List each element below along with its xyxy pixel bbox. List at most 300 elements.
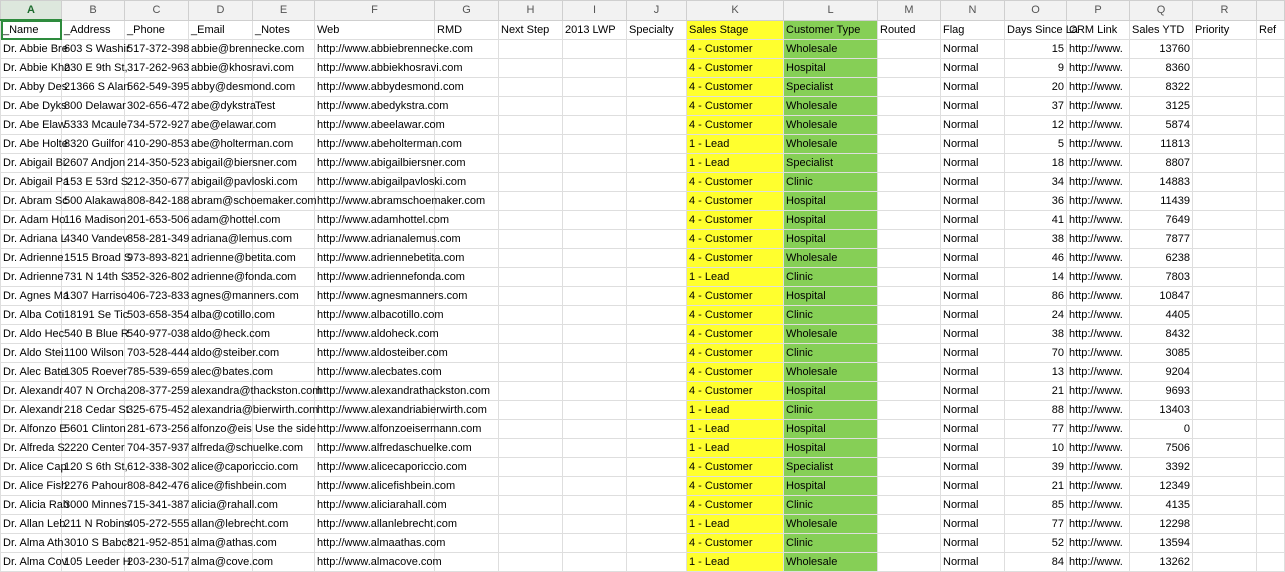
table-cell[interactable]: 10 [1005, 439, 1067, 458]
table-cell[interactable]: 13594 [1130, 534, 1193, 553]
table-cell[interactable] [1257, 59, 1285, 78]
table-cell[interactable] [878, 192, 941, 211]
table-cell[interactable] [1257, 420, 1285, 439]
table-cell[interactable]: http://www.abbiekhosravi.com [315, 59, 435, 78]
table-cell[interactable]: http://www. [1067, 173, 1130, 192]
table-cell[interactable] [627, 420, 687, 439]
table-cell[interactable]: Normal [941, 382, 1005, 401]
table-cell[interactable] [627, 249, 687, 268]
header-cell[interactable]: Flag [941, 20, 1005, 40]
table-cell[interactable]: alice@caporiccio.com [189, 458, 253, 477]
table-cell[interactable]: 39 [1005, 458, 1067, 477]
table-cell[interactable]: Dr. Abe Holte [1, 135, 62, 154]
table-cell[interactable]: 211 N Robins [62, 515, 125, 534]
table-cell[interactable] [1257, 553, 1285, 572]
table-cell[interactable]: 116 Madison [62, 211, 125, 230]
table-cell[interactable]: 4 - Customer [687, 382, 784, 401]
table-cell[interactable]: alexandra@thackston.com [189, 382, 253, 401]
table-cell[interactable]: 20 [1005, 78, 1067, 97]
table-cell[interactable]: 9 [1005, 59, 1067, 78]
table-cell[interactable] [499, 287, 563, 306]
table-cell[interactable]: 858-281-349 [125, 230, 189, 249]
table-cell[interactable]: 4 - Customer [687, 78, 784, 97]
column-header-q[interactable]: Q [1130, 1, 1193, 21]
table-cell[interactable]: adriana@lemus.com [189, 230, 253, 249]
table-cell[interactable]: 4340 Vandev [62, 230, 125, 249]
table-cell[interactable] [627, 97, 687, 116]
table-cell[interactable]: 1 - Lead [687, 135, 784, 154]
table-cell[interactable]: http://www.abbiebrennecke.com [315, 40, 435, 59]
table-cell[interactable]: http://www.alecbates.com [315, 363, 435, 382]
table-cell[interactable]: Wholesale [784, 116, 878, 135]
table-cell[interactable] [1193, 496, 1257, 515]
table-cell[interactable] [1193, 553, 1257, 572]
table-cell[interactable] [499, 135, 563, 154]
table-cell[interactable] [499, 553, 563, 572]
table-cell[interactable] [1257, 458, 1285, 477]
table-cell[interactable] [563, 173, 627, 192]
table-cell[interactable]: 540 B Blue R [62, 325, 125, 344]
table-cell[interactable] [1257, 496, 1285, 515]
table-cell[interactable] [563, 78, 627, 97]
header-cell[interactable]: _Notes [253, 20, 315, 40]
table-cell[interactable]: 208-377-259 [125, 382, 189, 401]
table-cell[interactable]: 3000 Minnes [62, 496, 125, 515]
table-cell[interactable]: adrienne@betita.com [189, 249, 253, 268]
table-cell[interactable]: http://www.adriennefonda.com [315, 268, 435, 287]
table-cell[interactable]: 1 - Lead [687, 401, 784, 420]
table-cell[interactable]: 8807 [1130, 154, 1193, 173]
table-cell[interactable]: 11439 [1130, 192, 1193, 211]
table-cell[interactable]: 503-658-354 [125, 306, 189, 325]
table-cell[interactable] [1193, 287, 1257, 306]
table-cell[interactable]: 230 E 9th St, [62, 59, 125, 78]
table-cell[interactable]: Normal [941, 458, 1005, 477]
table-cell[interactable]: Wholesale [784, 40, 878, 59]
table-cell[interactable]: http://www.abigailpavloski.com [315, 173, 435, 192]
table-cell[interactable]: Normal [941, 40, 1005, 59]
table-cell[interactable] [499, 515, 563, 534]
table-cell[interactable]: alicia@rahall.com [189, 496, 253, 515]
table-cell[interactable] [878, 344, 941, 363]
table-cell[interactable] [878, 97, 941, 116]
table-cell[interactable]: 36 [1005, 192, 1067, 211]
table-cell[interactable]: http://www.aldoheck.com [315, 325, 435, 344]
table-cell[interactable]: http://www.abbydesmond.com [315, 78, 435, 97]
table-cell[interactable] [563, 135, 627, 154]
table-cell[interactable]: 4 - Customer [687, 97, 784, 116]
table-cell[interactable] [627, 325, 687, 344]
table-cell[interactable]: http://www. [1067, 534, 1130, 553]
table-cell[interactable] [627, 135, 687, 154]
column-header-l[interactable]: L [784, 1, 878, 21]
table-cell[interactable] [563, 401, 627, 420]
table-cell[interactable] [1193, 78, 1257, 97]
table-cell[interactable]: 562-549-395 [125, 78, 189, 97]
header-cell[interactable]: Web [315, 20, 435, 40]
table-cell[interactable]: 7877 [1130, 230, 1193, 249]
table-cell[interactable]: Normal [941, 420, 1005, 439]
table-cell[interactable]: aldo@steiber.com [189, 344, 253, 363]
table-cell[interactable] [627, 515, 687, 534]
table-cell[interactable] [499, 59, 563, 78]
table-cell[interactable] [627, 363, 687, 382]
table-cell[interactable]: 715-341-387 [125, 496, 189, 515]
table-cell[interactable] [435, 325, 499, 344]
table-cell[interactable]: http://www.agnesmanners.com [315, 287, 435, 306]
header-cell[interactable]: Priority [1193, 20, 1257, 40]
table-cell[interactable] [627, 534, 687, 553]
table-cell[interactable]: http://www. [1067, 154, 1130, 173]
table-cell[interactable]: http://www. [1067, 97, 1130, 116]
table-cell[interactable] [499, 496, 563, 515]
table-cell[interactable] [1257, 154, 1285, 173]
table-cell[interactable]: 734-572-927 [125, 116, 189, 135]
table-cell[interactable]: 5601 Clinton [62, 420, 125, 439]
table-cell[interactable] [878, 325, 941, 344]
table-cell[interactable] [627, 154, 687, 173]
table-cell[interactable] [563, 249, 627, 268]
table-cell[interactable]: 203-230-517 [125, 553, 189, 572]
table-cell[interactable]: Normal [941, 477, 1005, 496]
table-cell[interactable] [563, 268, 627, 287]
table-cell[interactable]: Test [253, 97, 315, 116]
table-cell[interactable]: 7506 [1130, 439, 1193, 458]
table-cell[interactable]: http://www. [1067, 268, 1130, 287]
table-cell[interactable]: 13403 [1130, 401, 1193, 420]
table-cell[interactable]: 603 S Washir [62, 40, 125, 59]
table-cell[interactable]: 7803 [1130, 268, 1193, 287]
table-cell[interactable]: 24 [1005, 306, 1067, 325]
table-cell[interactable]: http://www. [1067, 192, 1130, 211]
table-cell[interactable]: alma@cove.com [189, 553, 253, 572]
table-cell[interactable] [1193, 230, 1257, 249]
table-cell[interactable]: http://www. [1067, 420, 1130, 439]
table-cell[interactable] [878, 458, 941, 477]
table-cell[interactable]: 302-656-472 [125, 97, 189, 116]
table-cell[interactable] [1193, 173, 1257, 192]
header-cell[interactable]: Days Since La [1005, 20, 1067, 40]
table-cell[interactable] [563, 363, 627, 382]
table-cell[interactable] [1257, 135, 1285, 154]
table-cell[interactable]: http://www.aldosteiber.com [315, 344, 435, 363]
table-cell[interactable] [1257, 477, 1285, 496]
table-cell[interactable] [563, 515, 627, 534]
table-cell[interactable] [878, 268, 941, 287]
table-cell[interactable]: Dr. Alexandr [1, 382, 62, 401]
table-cell[interactable]: 3085 [1130, 344, 1193, 363]
table-cell[interactable]: Dr. Adrienne [1, 249, 62, 268]
table-cell[interactable] [499, 211, 563, 230]
table-cell[interactable] [1257, 306, 1285, 325]
table-cell[interactable]: abby@desmond.com [189, 78, 253, 97]
table-cell[interactable]: http://www. [1067, 363, 1130, 382]
table-cell[interactable]: 540-977-038 [125, 325, 189, 344]
table-cell[interactable]: 1 - Lead [687, 268, 784, 287]
header-cell[interactable]: _Email [189, 20, 253, 40]
table-cell[interactable]: Clinic [784, 268, 878, 287]
header-cell[interactable]: Sales Stage [687, 20, 784, 40]
table-cell[interactable]: http://www. [1067, 116, 1130, 135]
table-cell[interactable] [1193, 325, 1257, 344]
table-cell[interactable]: http://www.adriennebetita.com [315, 249, 435, 268]
table-cell[interactable] [878, 306, 941, 325]
table-cell[interactable]: Dr. Alfonzo E [1, 420, 62, 439]
table-cell[interactable]: http://www.allanlebrecht.com [315, 515, 435, 534]
table-cell[interactable]: 1 - Lead [687, 553, 784, 572]
table-cell[interactable]: 281-673-256 [125, 420, 189, 439]
table-cell[interactable]: 4 - Customer [687, 173, 784, 192]
table-cell[interactable]: Dr. Alec Bate [1, 363, 62, 382]
table-cell[interactable]: Dr. Alfreda S [1, 439, 62, 458]
table-cell[interactable]: Dr. Abbie Bre [1, 40, 62, 59]
table-cell[interactable]: http://www. [1067, 230, 1130, 249]
table-cell[interactable]: 3125 [1130, 97, 1193, 116]
column-header-c[interactable]: C [125, 1, 189, 21]
table-cell[interactable]: 8360 [1130, 59, 1193, 78]
table-cell[interactable] [499, 363, 563, 382]
table-cell[interactable]: 77 [1005, 420, 1067, 439]
table-cell[interactable]: Normal [941, 515, 1005, 534]
table-cell[interactable]: Clinic [784, 496, 878, 515]
table-cell[interactable]: Hospital [784, 230, 878, 249]
table-cell[interactable]: alfreda@schuelke.com [189, 439, 253, 458]
column-header-f[interactable]: F [315, 1, 435, 21]
table-cell[interactable]: Normal [941, 78, 1005, 97]
table-cell[interactable]: 70 [1005, 344, 1067, 363]
table-cell[interactable]: 15 [1005, 40, 1067, 59]
table-cell[interactable]: Normal [941, 534, 1005, 553]
table-cell[interactable] [1193, 515, 1257, 534]
table-cell[interactable]: 4 - Customer [687, 211, 784, 230]
table-cell[interactable] [1193, 477, 1257, 496]
table-cell[interactable] [627, 306, 687, 325]
table-cell[interactable]: Dr. Abe Dyks [1, 97, 62, 116]
table-cell[interactable]: Dr. Alice Cap [1, 458, 62, 477]
table-cell[interactable]: http://www.alfredaschuelke.com [315, 439, 435, 458]
table-cell[interactable] [1257, 363, 1285, 382]
table-cell[interactable]: 8320 Guilfor [62, 135, 125, 154]
table-cell[interactable] [878, 553, 941, 572]
table-cell[interactable]: 410-290-853 [125, 135, 189, 154]
table-cell[interactable] [878, 154, 941, 173]
table-cell[interactable] [878, 135, 941, 154]
table-cell[interactable]: Normal [941, 363, 1005, 382]
table-cell[interactable] [627, 439, 687, 458]
header-cell[interactable]: _Address [62, 20, 125, 40]
table-cell[interactable] [878, 78, 941, 97]
table-cell[interactable]: 18 [1005, 154, 1067, 173]
table-cell[interactable] [563, 477, 627, 496]
table-cell[interactable] [499, 344, 563, 363]
table-cell[interactable]: Dr. Alba Coti [1, 306, 62, 325]
table-cell[interactable]: Normal [941, 249, 1005, 268]
table-cell[interactable]: Normal [941, 287, 1005, 306]
table-cell[interactable] [1193, 401, 1257, 420]
table-cell[interactable] [878, 40, 941, 59]
table-cell[interactable]: http://www.alfonzoeisermann.com [315, 420, 435, 439]
table-cell[interactable]: Hospital [784, 59, 878, 78]
table-cell[interactable]: http://www.almaathas.com [315, 534, 435, 553]
table-cell[interactable]: Specialist [784, 154, 878, 173]
header-cell[interactable]: Customer Type [784, 20, 878, 40]
table-cell[interactable]: 1305 Roever [62, 363, 125, 382]
table-cell[interactable]: Dr. Abbie Kho [1, 59, 62, 78]
table-cell[interactable]: 1 - Lead [687, 154, 784, 173]
table-cell[interactable] [435, 363, 499, 382]
table-cell[interactable] [627, 268, 687, 287]
table-cell[interactable]: Normal [941, 401, 1005, 420]
table-cell[interactable]: http://www. [1067, 496, 1130, 515]
table-cell[interactable]: Normal [941, 325, 1005, 344]
header-cell[interactable]: Routed [878, 20, 941, 40]
column-header-n[interactable]: N [941, 1, 1005, 21]
table-cell[interactable] [563, 40, 627, 59]
table-cell[interactable]: 1 - Lead [687, 515, 784, 534]
column-header-j[interactable]: J [627, 1, 687, 21]
table-cell[interactable]: 4 - Customer [687, 534, 784, 553]
header-cell[interactable]: CRM Link [1067, 20, 1130, 40]
table-cell[interactable] [878, 420, 941, 439]
table-cell[interactable]: Dr. Agnes Ma [1, 287, 62, 306]
table-cell[interactable]: http://www.adrianalemus.com [315, 230, 435, 249]
table-cell[interactable] [499, 420, 563, 439]
table-cell[interactable]: http://www.albacotillo.com [315, 306, 435, 325]
table-cell[interactable]: abram@schoemaker.com [189, 192, 253, 211]
table-cell[interactable] [563, 306, 627, 325]
table-cell[interactable]: 4 - Customer [687, 496, 784, 515]
table-cell[interactable]: 214-350-523 [125, 154, 189, 173]
table-cell[interactable]: 4135 [1130, 496, 1193, 515]
table-cell[interactable]: 1515 Broad S [62, 249, 125, 268]
table-cell[interactable]: 808-842-188 [125, 192, 189, 211]
table-cell[interactable]: 41 [1005, 211, 1067, 230]
table-cell[interactable]: 34 [1005, 173, 1067, 192]
table-cell[interactable]: 4 - Customer [687, 40, 784, 59]
table-cell[interactable]: 85 [1005, 496, 1067, 515]
table-cell[interactable]: 2276 Pahour [62, 477, 125, 496]
column-header-a[interactable]: A [1, 1, 62, 21]
table-cell[interactable] [627, 477, 687, 496]
table-cell[interactable]: http://www.almacove.com [315, 553, 435, 572]
table-cell[interactable]: Normal [941, 553, 1005, 572]
table-cell[interactable]: 38 [1005, 230, 1067, 249]
table-cell[interactable] [1193, 116, 1257, 135]
table-cell[interactable] [499, 40, 563, 59]
table-cell[interactable]: Normal [941, 59, 1005, 78]
table-cell[interactable] [563, 344, 627, 363]
table-cell[interactable] [627, 211, 687, 230]
table-cell[interactable] [563, 382, 627, 401]
table-cell[interactable] [878, 439, 941, 458]
table-cell[interactable]: Hospital [784, 420, 878, 439]
table-cell[interactable]: Normal [941, 230, 1005, 249]
table-cell[interactable]: 212-350-677 [125, 173, 189, 192]
table-cell[interactable]: Normal [941, 97, 1005, 116]
table-cell[interactable]: http://www. [1067, 401, 1130, 420]
table-cell[interactable] [1257, 325, 1285, 344]
table-cell[interactable] [1193, 439, 1257, 458]
table-cell[interactable] [878, 173, 941, 192]
table-cell[interactable]: 21 [1005, 382, 1067, 401]
table-cell[interactable] [563, 534, 627, 553]
table-cell[interactable] [563, 230, 627, 249]
table-cell[interactable] [627, 553, 687, 572]
table-cell[interactable] [1257, 97, 1285, 116]
table-cell[interactable]: http://www. [1067, 306, 1130, 325]
table-cell[interactable]: 21366 S Alan [62, 78, 125, 97]
table-cell[interactable]: 218 Cedar St [62, 401, 125, 420]
table-cell[interactable]: Dr. Alexandr [1, 401, 62, 420]
table-cell[interactable]: aldo@heck.com [189, 325, 253, 344]
table-cell[interactable] [627, 230, 687, 249]
table-cell[interactable] [627, 40, 687, 59]
table-cell[interactable] [627, 59, 687, 78]
table-cell[interactable] [1193, 382, 1257, 401]
table-cell[interactable] [563, 325, 627, 344]
table-cell[interactable]: alexandria@bierwirth.com [189, 401, 253, 420]
table-cell[interactable]: Hospital [784, 287, 878, 306]
table-cell[interactable] [499, 97, 563, 116]
table-cell[interactable]: 13262 [1130, 553, 1193, 572]
column-header-g[interactable]: G [435, 1, 499, 21]
table-cell[interactable] [1193, 154, 1257, 173]
table-cell[interactable]: abbie@brennecke.com [189, 40, 253, 59]
table-cell[interactable]: 88 [1005, 401, 1067, 420]
table-cell[interactable]: 12 [1005, 116, 1067, 135]
table-cell[interactable]: http://www.alicefishbein.com [315, 477, 435, 496]
table-cell[interactable]: Use the side [253, 420, 315, 439]
table-cell[interactable]: 3392 [1130, 458, 1193, 477]
table-cell[interactable] [1193, 211, 1257, 230]
table-cell[interactable] [1193, 40, 1257, 59]
table-cell[interactable]: 4 - Customer [687, 230, 784, 249]
table-cell[interactable] [499, 78, 563, 97]
table-cell[interactable]: 5874 [1130, 116, 1193, 135]
table-cell[interactable] [878, 363, 941, 382]
table-cell[interactable]: Hospital [784, 382, 878, 401]
table-cell[interactable]: alma@athas.com [189, 534, 253, 553]
table-cell[interactable] [499, 173, 563, 192]
table-cell[interactable]: 77 [1005, 515, 1067, 534]
column-header-e[interactable]: E [253, 1, 315, 21]
table-cell[interactable]: 11813 [1130, 135, 1193, 154]
header-cell[interactable]: Ref [1257, 20, 1285, 40]
table-cell[interactable]: 4 - Customer [687, 477, 784, 496]
table-cell[interactable]: 2220 Center [62, 439, 125, 458]
table-cell[interactable]: Wholesale [784, 249, 878, 268]
table-cell[interactable] [563, 458, 627, 477]
column-header-k[interactable]: K [687, 1, 784, 21]
table-cell[interactable] [563, 97, 627, 116]
table-cell[interactable] [1257, 439, 1285, 458]
table-cell[interactable]: Dr. Abigail Bi [1, 154, 62, 173]
table-cell[interactable]: Dr. Adam Ho [1, 211, 62, 230]
table-cell[interactable]: 1 - Lead [687, 420, 784, 439]
table-cell[interactable]: 405-272-555 [125, 515, 189, 534]
table-cell[interactable] [1257, 401, 1285, 420]
table-cell[interactable]: 7649 [1130, 211, 1193, 230]
table-cell[interactable]: http://www. [1067, 439, 1130, 458]
table-cell[interactable]: Wholesale [784, 135, 878, 154]
table-cell[interactable] [878, 249, 941, 268]
table-cell[interactable]: Normal [941, 154, 1005, 173]
table-cell[interactable] [878, 515, 941, 534]
table-cell[interactable]: abigail@biersner.com [189, 154, 253, 173]
header-cell[interactable]: Sales YTD [1130, 20, 1193, 40]
table-cell[interactable]: adrienne@fonda.com [189, 268, 253, 287]
table-cell[interactable]: Clinic [784, 173, 878, 192]
